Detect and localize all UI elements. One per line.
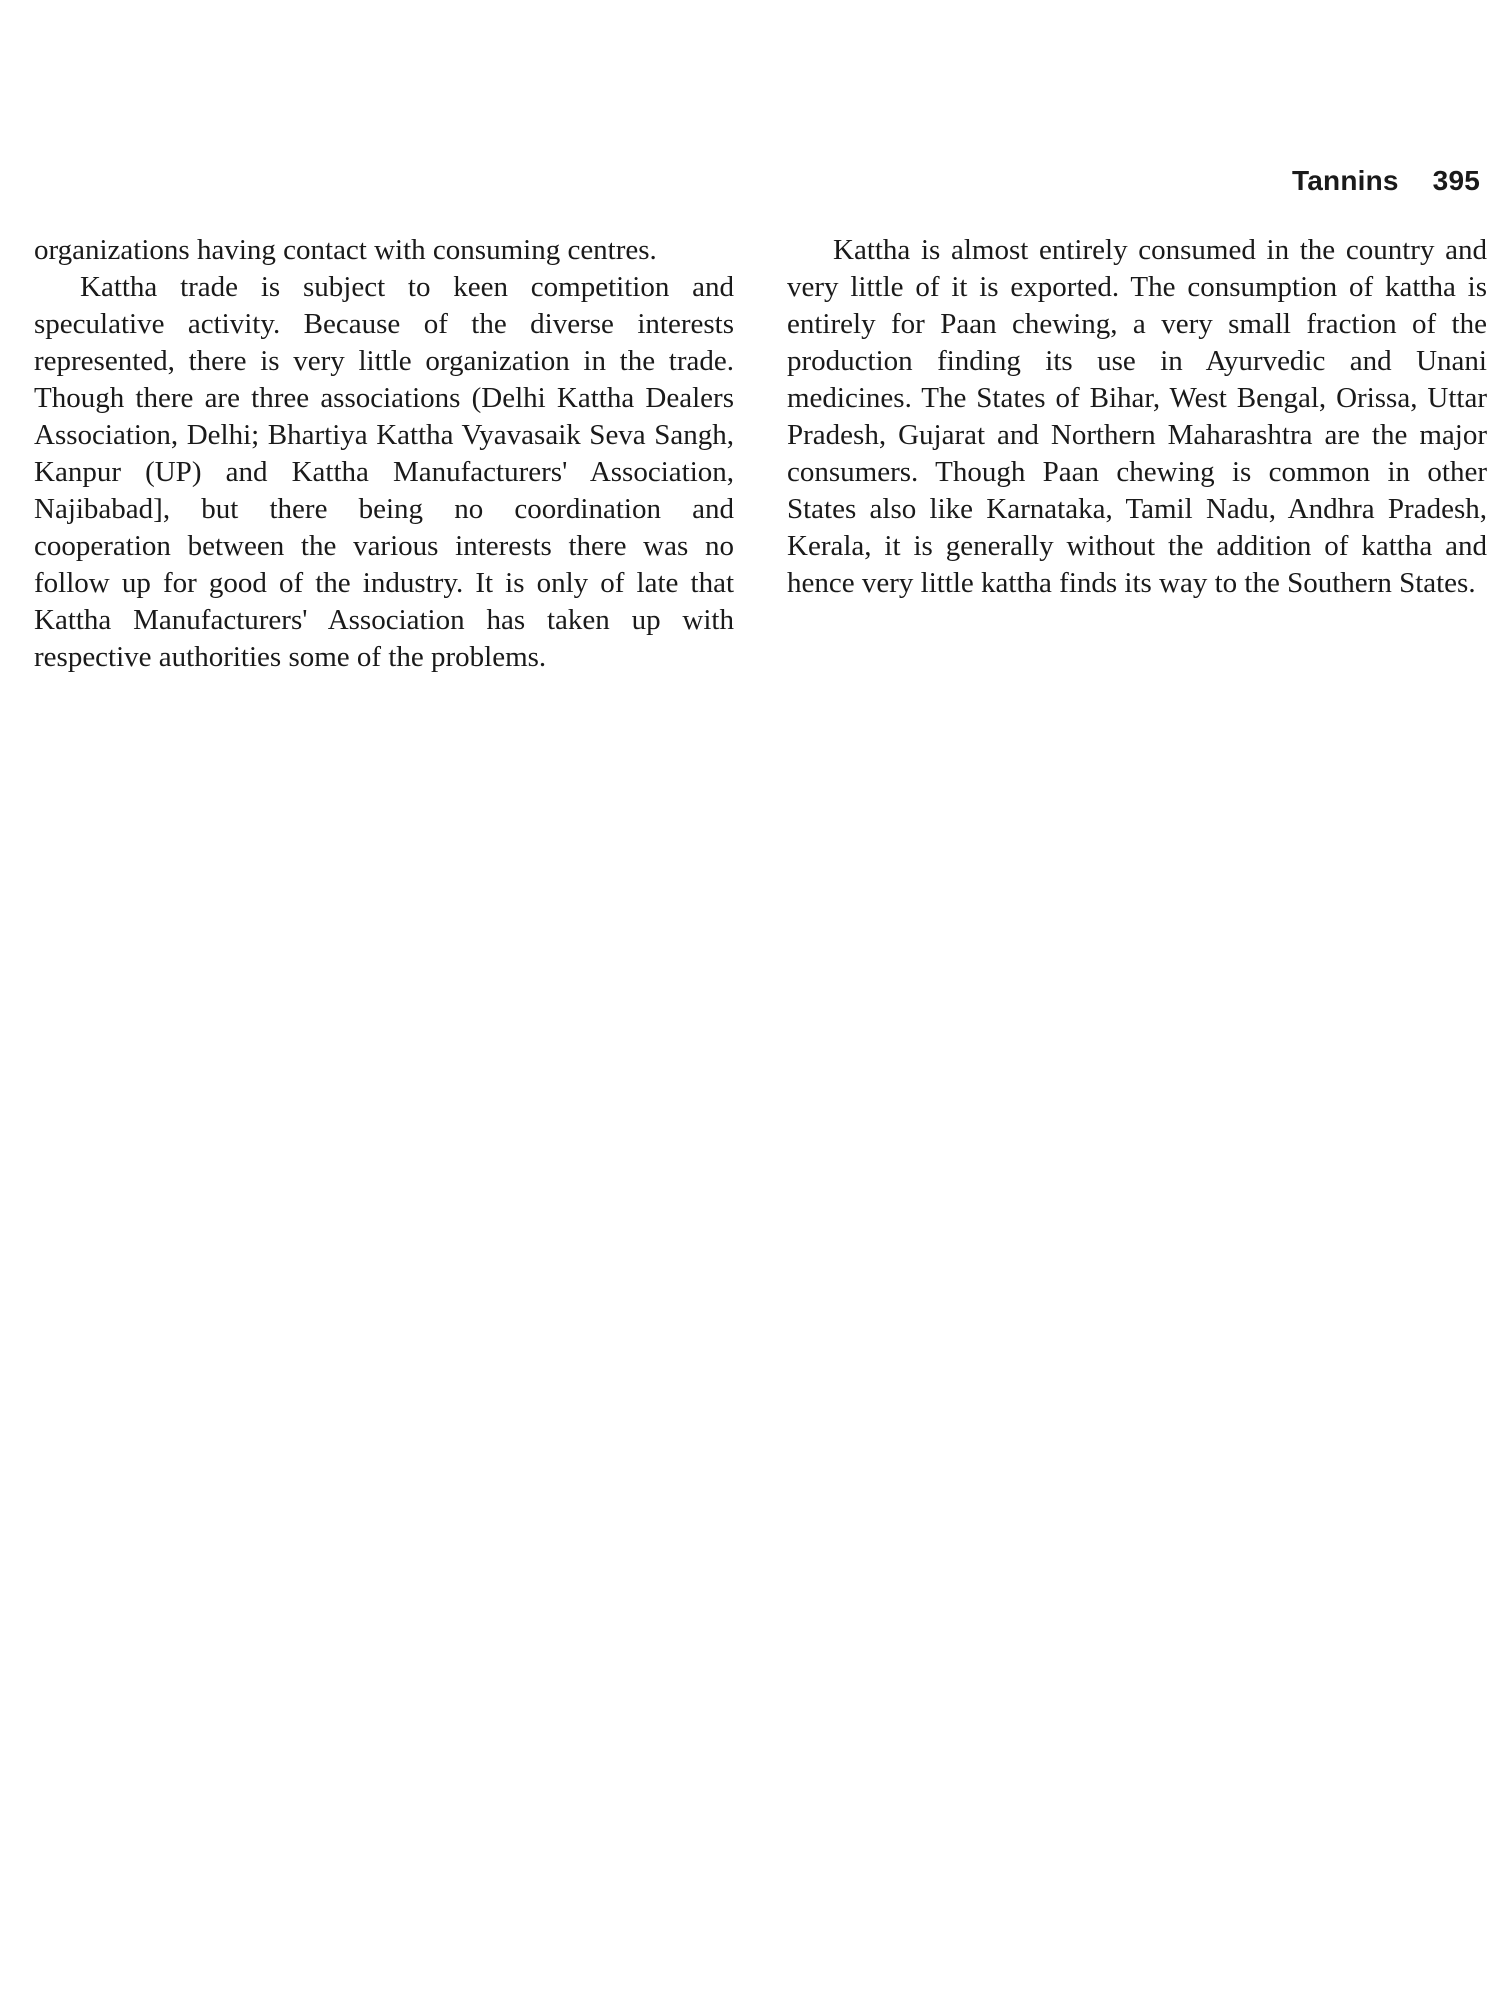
running-head (1292, 165, 1480, 197)
paragraph-kattha-consumption: Kattha is almost entirely consumed in the country and very little of it is exported. The consumption of kattha is entirely for Paan chewing, a very small fraction of the production finding its use in Ayurvedic and Unani medicines. The States of Bihar, West Bengal, Orissa, Uttar Pradesh, Gujarat and Northern Maharashtra are the major consumers. Though Paan chewing is common in other States also like Karnataka, Tamil Nadu, Andhra Pradesh, Kerala, it is generally without the addition of kattha and hence very little kattha finds its way to the Southern States. (787, 234, 1487, 599)
section-title: Tannins (1292, 165, 1399, 196)
right-column (787, 232, 1487, 602)
page-number: 395 (1432, 165, 1480, 196)
paragraph-continued: organizations having contact with consuming centres. (34, 234, 657, 266)
left-column (34, 232, 734, 676)
paragraph-kattha-trade: Kattha trade is subject to keen competition and speculative activity. Because of the diverse interests represented, there is very little organization in the trade. Though there are three associations (Delhi Kattha Dealers Association, Delhi; Bhartiya Kattha Vyavasaik Seva Sangh, Kanpur (UP) and Kattha Manufacturers' Association, Najibabad], but there being no coordination and cooperation between the various interests there was no follow up for good of the industry. It is only of late that Kattha Manufacturers' Association has taken up with respective authorities some of the problems. (34, 271, 734, 673)
